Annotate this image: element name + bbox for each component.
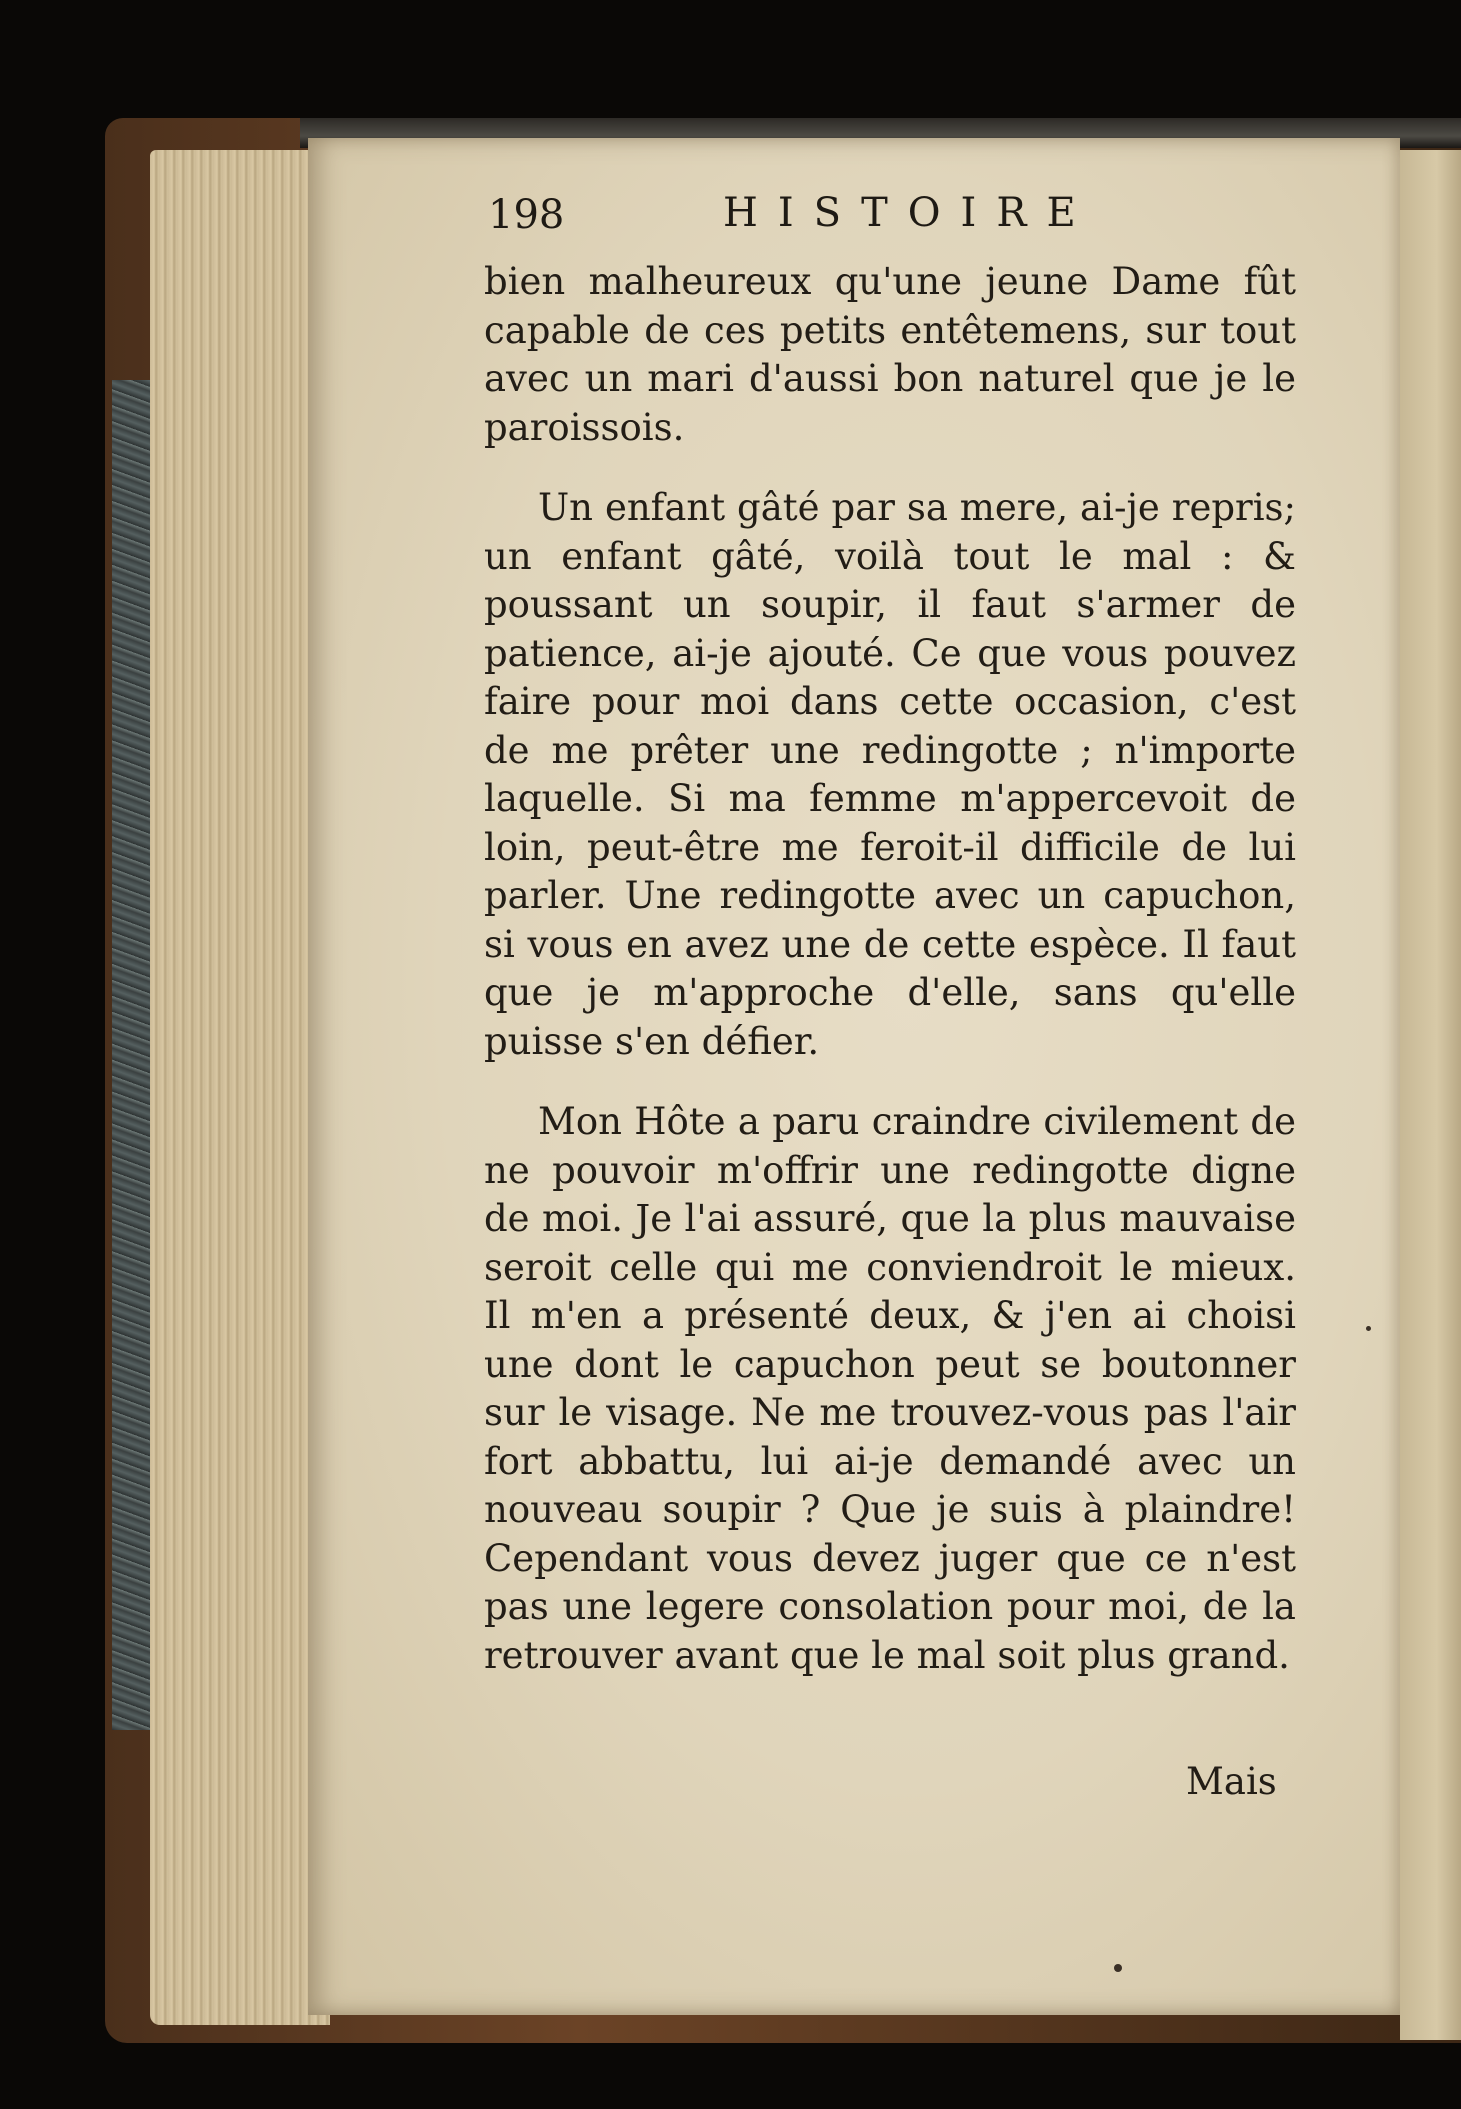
paragraph: bien malheureux qu'une jeune Dame fût capable de ces petits entêtemens, sur tout avec un mari d'aussi bon naturel que je le paroissois. <box>484 260 1296 449</box>
running-head: HISTOIRE <box>723 190 1096 236</box>
page-stack <box>150 150 330 2025</box>
facing-page-edge <box>1400 150 1461 2040</box>
paragraph: Un enfant gâté par sa mere, ai-je repris; un enfant gâté, voilà tout le mal : & poussant un soupir, il faut s'armer de patience, ai-je ajouté. Ce que vous pouvez faire pour moi dans cette occasion, c'est de me prêter une redingotte ; n'importe laquelle. Si ma femme m'appercevoit de loin, peut-être me feroit-il difficile de lui parler. Une redingotte avec un capuchon, si vous en avez une de cette espèce. Il faut que je m'approche d'elle, sans qu'elle puisse s'en défier. <box>484 486 1296 1063</box>
ink-fleck <box>1114 1964 1122 1972</box>
paragraph: Mon Hôte a paru craindre civilement de ne pouvoir m'offrir une redingotte digne de moi. Je l'ai assuré, que la plus mauvaise seroit celle qui me conviendroit le mieux. Il m'en a présenté deux, & j'en ai choisi une dont le capuchon peut se boutonner sur le visage. Ne me trouvez-vous pas l'air fort abbattu, lui ai-je demandé avec un nouveau soupir ? Que je suis à plaindre! Cependant vous devez juger que ce n'est pas une legere consolation pour moi, de la retrouver avant que le mal soit plus grand. <box>484 1100 1296 1677</box>
page-number: 198 <box>488 192 565 238</box>
catchword: Mais <box>1186 1760 1277 1803</box>
ink-fleck <box>1366 1326 1371 1331</box>
page-header <box>488 190 1368 250</box>
body-text <box>484 258 1296 1712</box>
